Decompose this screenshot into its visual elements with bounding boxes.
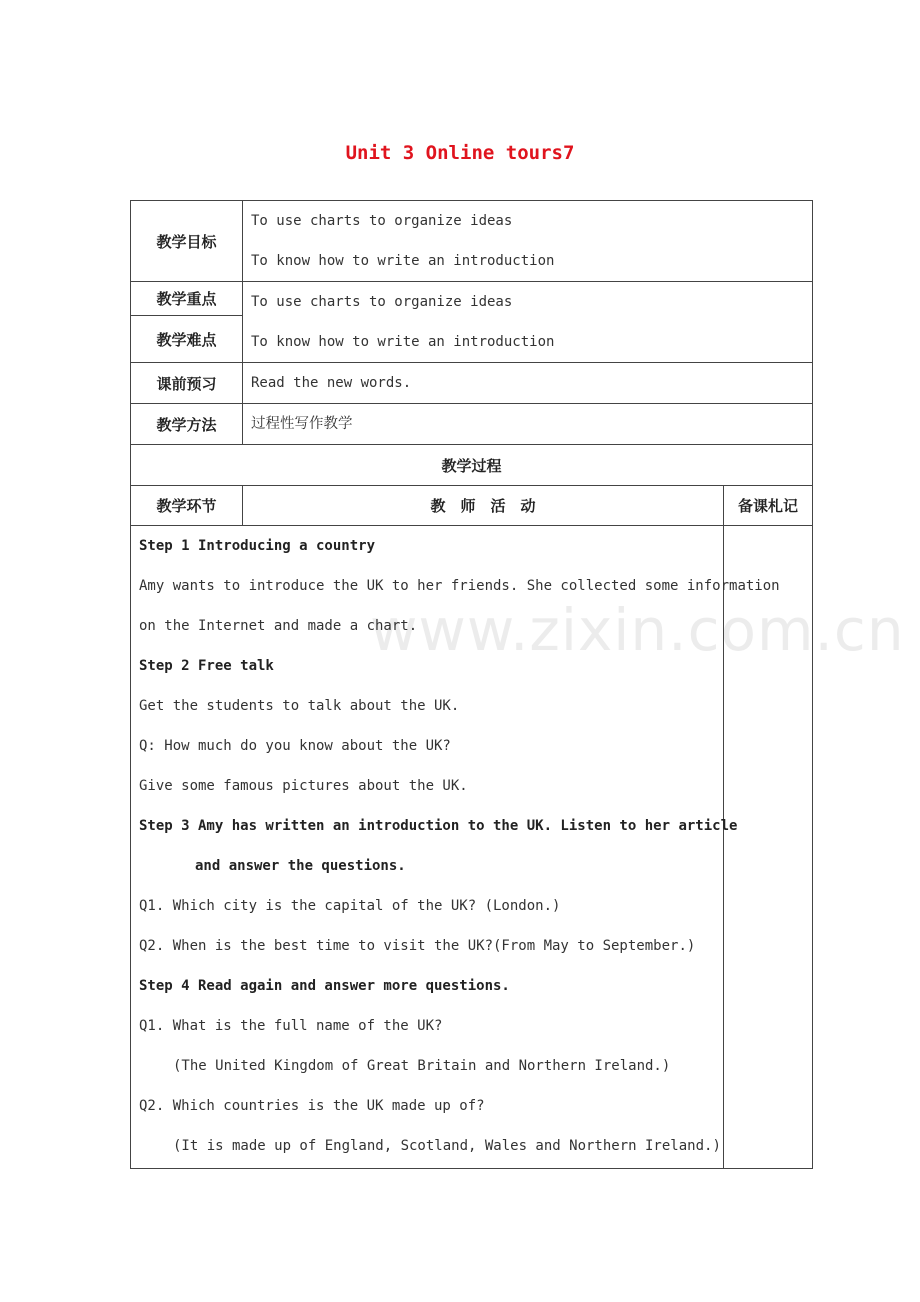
step-heading: Step 1 Introducing a country [139,538,376,554]
step-heading: Step 4 Read again and answer more questions. [139,978,510,994]
process-line: Q2. Which countries is the UK made up of? [139,1098,485,1114]
watermark: www.zixin.com.cn [370,596,905,664]
objective-line: To know how to write an introduction [251,253,555,269]
process-line: Q: How much do you know about the UK? [139,738,451,754]
method-cell [243,404,813,445]
step-heading: Step 3 Amy has written an introduction to the UK. Listen to her article [139,818,738,834]
activity-label: 教 师 活 动 [243,486,724,526]
key-point-line: To use charts to organize ideas [251,294,513,310]
objectives-cell [243,201,813,282]
process-line: on the Internet and made a chart. [139,618,418,634]
key-points-row [131,282,813,316]
preview-row [131,363,813,404]
key-points-label: 教学重点 [131,282,243,316]
key-points-cell [243,282,813,363]
process-line: Get the students to talk about the UK. [139,698,460,714]
process-header-row [131,445,813,486]
method-row [131,404,813,445]
preview-text: Read the new words. [251,375,412,391]
method-text: 过程性写作教学 [251,416,353,432]
process-line: Give some famous pictures about the UK. [139,778,468,794]
lesson-plan-table [130,200,813,1169]
objectives-label: 教学目标 [131,201,243,282]
preview-cell [243,363,813,404]
process-line: Q1. Which city is the capital of the UK? (London.) [139,898,561,914]
process-content [131,526,780,1169]
page-title: Unit 3 Online tours7 [345,142,575,164]
process-line: (The United Kingdom of Great Britain and Northern Ireland.) [173,1058,671,1074]
process-line: Q2. When is the best time to visit the UK?(From May to September.) [139,938,696,954]
process-line: Q1. What is the full name of the UK? [139,1018,443,1034]
stage-label: 教学环节 [131,486,243,526]
step-heading: and answer the questions. [195,858,406,874]
method-label: 教学方法 [131,404,243,445]
objectives-row [131,201,813,282]
preview-label: 课前预习 [131,363,243,404]
difficulties-label: 教学难点 [131,316,243,363]
process-line: Amy wants to introduce the UK to her friends. She collected some information [139,578,780,594]
difficulty-line: To know how to write an introduction [251,334,555,350]
notes-label: 备课札记 [724,486,813,526]
process-row [131,526,813,1169]
objective-line: To use charts to organize ideas [251,213,513,229]
notes-cell [724,526,813,1169]
step-heading: Step 2 Free talk [139,658,274,674]
column-header-row [131,486,813,526]
process-header: 教学过程 [131,445,813,486]
process-line: (It is made up of England, Scotland, Wales and Northern Ireland.) [173,1138,721,1154]
